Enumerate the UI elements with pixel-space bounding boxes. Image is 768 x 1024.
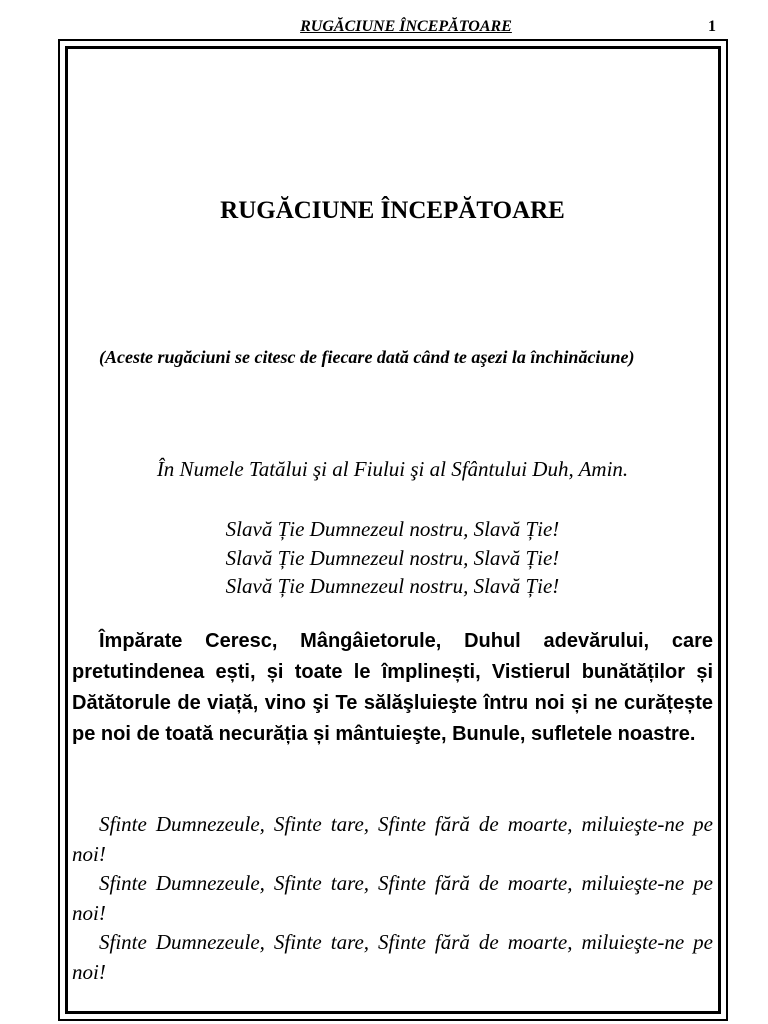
- intro-note: (Aceste rugăciuni se citesc de fiecare dată când te aşezi la închinăciune): [99, 347, 635, 367]
- trisagion-verse: Sfinte Dumnezeule, Sfinte tare, Sfinte fără de moarte, miluieşte-ne pe noi!: [72, 812, 713, 866]
- doxology: [72, 515, 713, 601]
- trisagion: [72, 810, 713, 987]
- heavenly-king-prayer: Împărate Ceresc, Mângâietorule, Duhul adevărului, care pretutindenea ești, și toate le împlinești, Vistierul bunătăților și Dătătorule de viață, vino şi Te sălăşluieşte întru noi și ne curățește pe noi de toată necurăția și mântuieşte, Bunule, sufletele noastre.: [72, 630, 713, 745]
- running-title: RUGĂCIUNE ÎNCEPĂTOARE: [300, 18, 512, 35]
- doxology-line: Slavă Ție Dumnezeul nostru, Slavă Ție!: [225, 545, 560, 570]
- doxology-line: Slavă Ție Dumnezeul nostru, Slavă Ție!: [225, 517, 560, 541]
- running-header: [0, 17, 768, 39]
- invocation-line: În Numele Tatălui şi al Fiului şi al Sfântului Duh, Amin.: [156, 457, 629, 481]
- document-title: RUGĂCIUNE ÎNCEPĂTOARE: [220, 197, 565, 224]
- trisagion-verse: Sfinte Dumnezeule, Sfinte tare, Sfinte fără de moarte, miluieşte-ne pe noi!: [72, 871, 713, 925]
- doxology-line: Slavă Ție Dumnezeul nostru, Slavă Ție!: [225, 574, 560, 598]
- trisagion-verse: Sfinte Dumnezeule, Sfinte tare, Sfinte fără de moarte, miluieşte-ne pe noi!: [72, 930, 713, 984]
- page-number: 1: [708, 18, 716, 35]
